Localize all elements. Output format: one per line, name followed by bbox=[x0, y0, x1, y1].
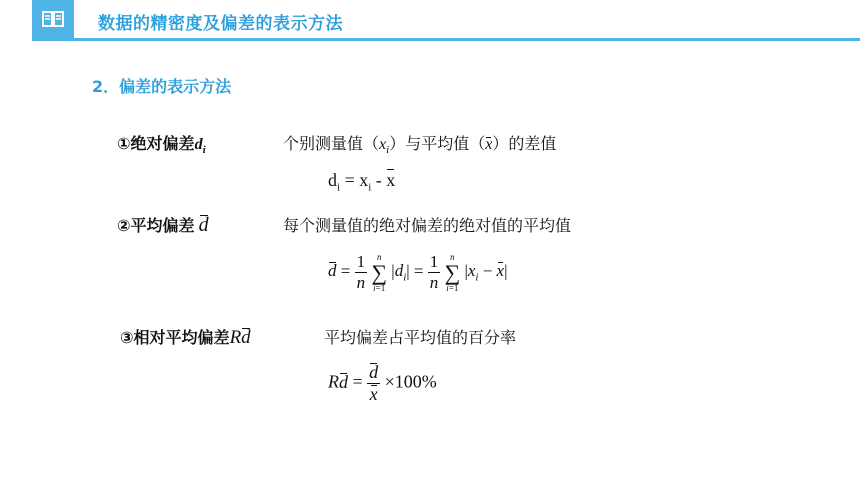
header-bar bbox=[0, 0, 860, 46]
average-deviation-description: 每个测量值的绝对偏差的绝对值的平均值 bbox=[283, 216, 572, 235]
header-icon-box bbox=[32, 0, 74, 38]
relative-average-deviation-label bbox=[120, 325, 251, 349]
absolute-deviation-label bbox=[117, 131, 206, 156]
relative-average-deviation-description: 平均偏差占平均值的百分率 bbox=[324, 328, 517, 347]
relative-average-deviation-formula: Rd = $\frac{d}{x}$ ×100% bbox=[328, 362, 437, 404]
average-deviation-symbol: d bbox=[198, 214, 209, 236]
section-title: 2．偏差的表示方法 bbox=[92, 77, 232, 96]
relative-average-deviation-text: ③相对平均偏差 bbox=[120, 328, 230, 347]
average-deviation-label bbox=[117, 213, 209, 237]
header-divider bbox=[32, 38, 860, 41]
average-deviation-formula: d = $\frac{1}{n}$ n ∑ i=1 $|d_i|$ = $\frac{1}{n}$ n ∑ i=1 $|x_i - x|$ bbox=[328, 251, 508, 293]
page-title: 数据的精密度及偏差的表示方法 bbox=[98, 14, 343, 34]
average-deviation-text: ②平均偏差 bbox=[117, 216, 195, 235]
absolute-deviation-symbol: $d_i$ bbox=[194, 136, 206, 157]
relative-average-deviation-symbol: Rd bbox=[229, 327, 251, 348]
absolute-deviation-formula: $d_i = x_i - x$ bbox=[328, 170, 396, 194]
absolute-deviation-text: ①绝对偏差 bbox=[117, 134, 195, 153]
absolute-deviation-description: 个别测量值$(x_i)$与平均值（x）的差值 bbox=[283, 134, 557, 157]
book-icon bbox=[41, 9, 65, 29]
